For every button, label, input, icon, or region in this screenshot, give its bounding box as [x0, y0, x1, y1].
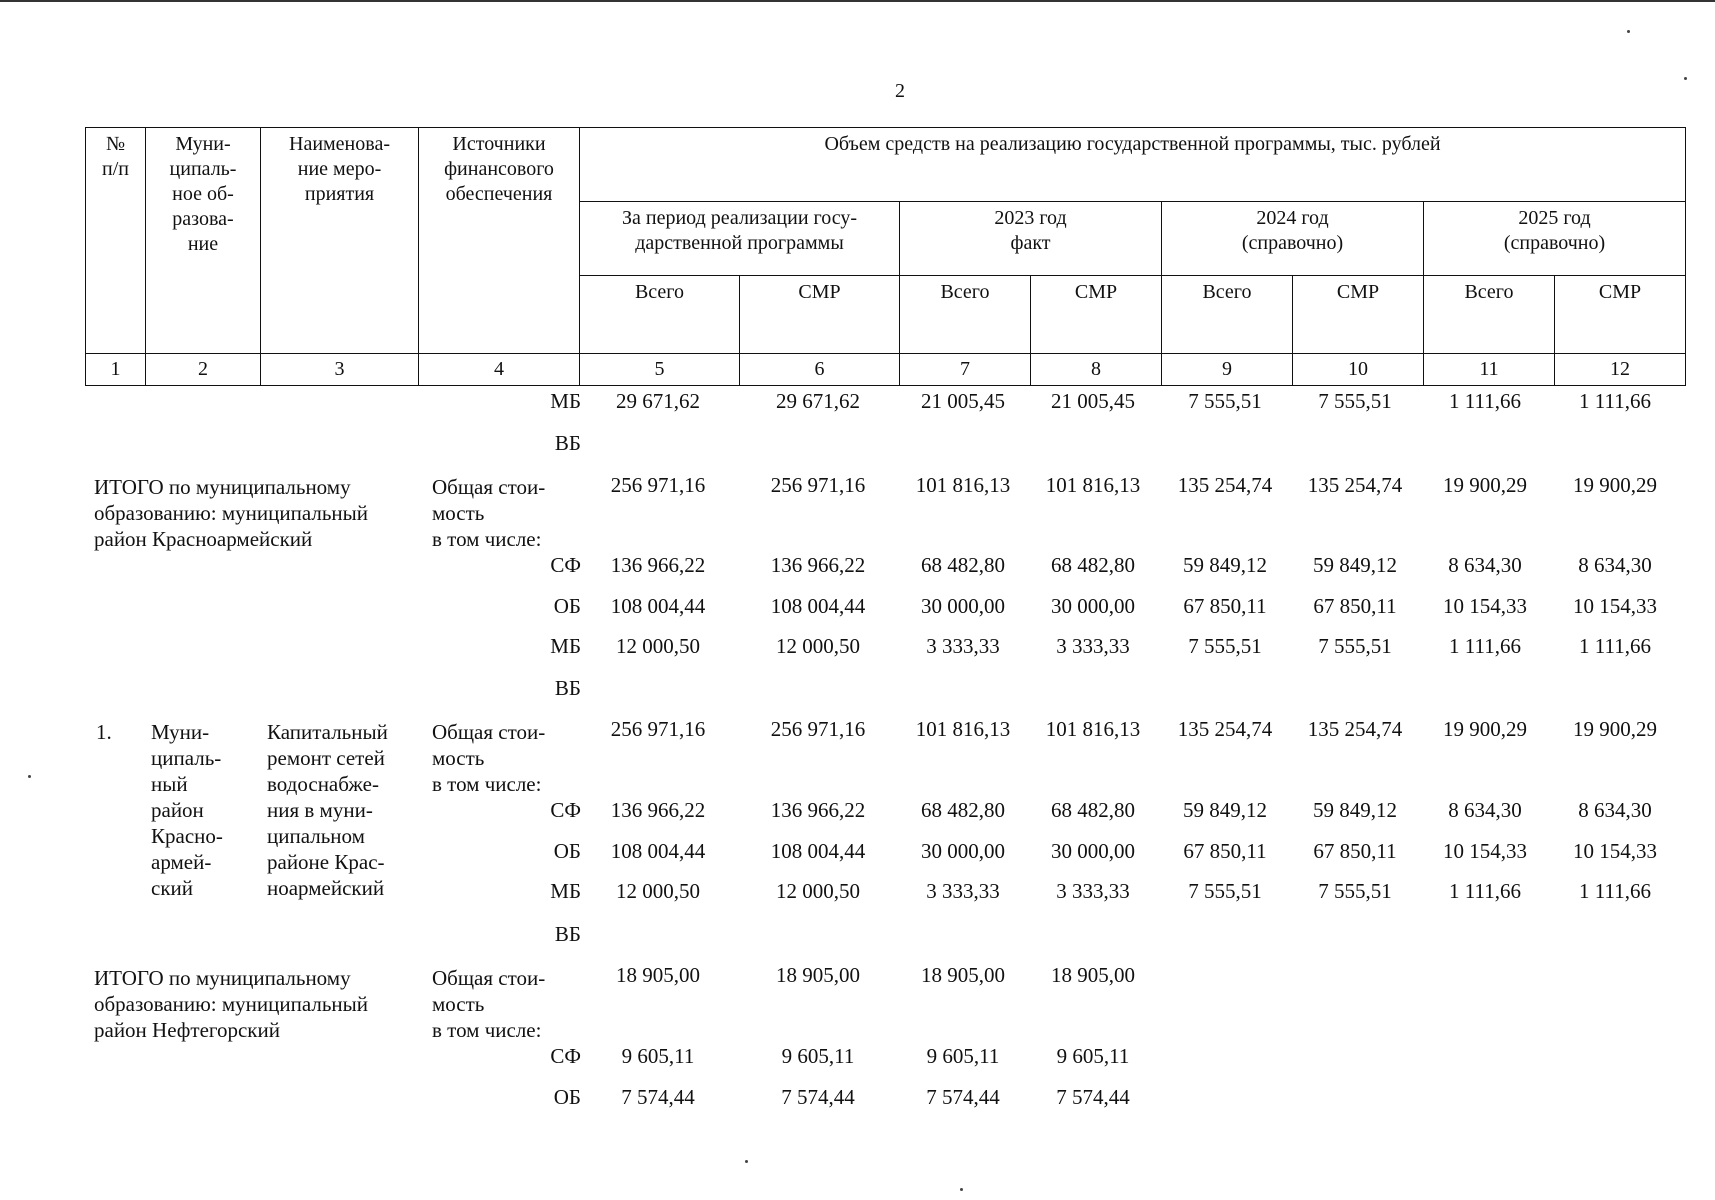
- total-cost-label: Общая стои- мость в том числе:: [432, 966, 546, 1042]
- table-row: [0, 878, 1715, 908]
- value-cell: 1 111,66: [1579, 389, 1651, 413]
- value-cell: 8 634,30: [1448, 798, 1522, 822]
- value-cell: 10 154,33: [1573, 839, 1657, 863]
- table-row: [0, 1084, 1715, 1114]
- value-cell: 18 905,00: [921, 963, 1005, 987]
- value-cell: 7 555,51: [1188, 389, 1262, 413]
- col-number-cell: 6: [740, 354, 900, 386]
- value-cell: 10 154,33: [1443, 594, 1527, 618]
- source-label: МБ: [550, 389, 581, 413]
- value-cell: 12 000,50: [776, 879, 860, 903]
- scan-speck: [1627, 30, 1630, 33]
- source-label: ВБ: [554, 431, 581, 455]
- col-number-cell: 7: [900, 354, 1031, 386]
- table-row: [0, 552, 1715, 582]
- value-cell: 12 000,50: [616, 879, 700, 903]
- header-year-2023: 2023 год факт: [900, 202, 1162, 276]
- value-cell: 135 254,74: [1307, 473, 1403, 497]
- col-number-cell: 10: [1293, 354, 1424, 386]
- value-cell: 135 254,74: [1177, 717, 1273, 741]
- header-period-total: За период реализации госу- дарственной программы: [580, 202, 900, 276]
- item-event-name: Капитальный ремонт сетей водоснабже- ния в муни- ципальном районе Крас- ноармейский: [267, 720, 388, 900]
- value-cell: 30 000,00: [921, 839, 1005, 863]
- value-cell: 3 333,33: [1056, 879, 1130, 903]
- value-cell: 1 111,66: [1449, 634, 1521, 658]
- value-cell: 10 154,33: [1443, 839, 1527, 863]
- value-cell: 30 000,00: [1051, 594, 1135, 618]
- value-cell: 7 555,51: [1318, 634, 1392, 658]
- value-cell: 30 000,00: [1051, 839, 1135, 863]
- table-row: [0, 593, 1715, 623]
- source-label: ВБ: [554, 676, 581, 700]
- table-row: [0, 838, 1715, 868]
- source-label: МБ: [550, 879, 581, 903]
- table-row: [0, 472, 1715, 502]
- value-cell: 136 966,22: [770, 798, 866, 822]
- top-border-line: [0, 0, 1715, 2]
- value-cell: 29 671,62: [616, 389, 700, 413]
- value-cell: 7 555,51: [1318, 879, 1392, 903]
- value-cell: 101 816,13: [1045, 473, 1141, 497]
- header-col-event-name: Наименова- ние меро- приятия: [261, 128, 419, 354]
- source-label: ОБ: [553, 594, 581, 618]
- scan-speck: [1684, 77, 1687, 80]
- value-cell: 68 482,80: [1051, 553, 1135, 577]
- header-sub-total: Всего: [1162, 276, 1293, 354]
- value-cell: 59 849,12: [1183, 798, 1267, 822]
- value-cell: 7 574,44: [926, 1085, 1000, 1109]
- value-cell: 29 671,62: [776, 389, 860, 413]
- header-col-sources: Источники финансового обеспечения: [419, 128, 580, 354]
- itogo-label-neftegorsky: ИТОГО по муниципальному образованию: муниципальный район Нефтегорский: [94, 966, 369, 1042]
- value-cell: 59 849,12: [1313, 553, 1397, 577]
- header-sub-total: Всего: [900, 276, 1031, 354]
- header-sub-total: Всего: [1424, 276, 1555, 354]
- page-number: 2: [895, 80, 905, 102]
- source-label: ОБ: [553, 839, 581, 863]
- value-cell: 10 154,33: [1573, 594, 1657, 618]
- value-cell: 67 850,11: [1183, 839, 1267, 863]
- col-number-cell: 9: [1162, 354, 1293, 386]
- col-number-cell: 5: [580, 354, 740, 386]
- scan-speck: [28, 775, 31, 778]
- itogo-label-krasnoarmeysky: ИТОГО по муниципальному образованию: муниципальный район Красноармейский: [94, 475, 369, 551]
- value-cell: 12 000,50: [616, 634, 700, 658]
- value-cell: 1 111,66: [1449, 389, 1521, 413]
- value-cell: 8 634,30: [1578, 553, 1652, 577]
- value-cell: 3 333,33: [1056, 634, 1130, 658]
- value-cell: 9 605,11: [621, 1044, 695, 1068]
- col-number-cell: 4: [419, 354, 580, 386]
- table-row: [0, 716, 1715, 746]
- value-cell: 256 971,16: [770, 473, 866, 497]
- value-cell: 3 333,33: [926, 879, 1000, 903]
- total-cost-label: Общая стои- мость в том числе:: [432, 475, 546, 551]
- table-row: [0, 1043, 1715, 1073]
- value-cell: 7 555,51: [1188, 634, 1262, 658]
- value-cell: 19 900,29: [1443, 473, 1527, 497]
- value-cell: 21 005,45: [921, 389, 1005, 413]
- value-cell: 1 111,66: [1449, 879, 1521, 903]
- value-cell: 136 966,22: [770, 553, 866, 577]
- value-cell: 30 000,00: [921, 594, 1005, 618]
- value-cell: 18 905,00: [1051, 963, 1135, 987]
- value-cell: 19 900,29: [1573, 717, 1657, 741]
- header-col-municipality: Муни- ципаль- ное об- разова- ние: [146, 128, 261, 354]
- table-row: [0, 962, 1715, 992]
- col-number-cell: 3: [261, 354, 419, 386]
- value-cell: 101 816,13: [1045, 717, 1141, 741]
- value-cell: 135 254,74: [1307, 717, 1403, 741]
- header-volume-title: Объем средств на реализацию государственной программы, тыс. рублей: [580, 128, 1686, 202]
- value-cell: 256 971,16: [610, 473, 706, 497]
- value-cell: 136 966,22: [610, 553, 706, 577]
- header-sub-smr: СМР: [1555, 276, 1686, 354]
- header-sub-smr: СМР: [740, 276, 900, 354]
- value-cell: 19 900,29: [1573, 473, 1657, 497]
- value-cell: 108 004,44: [770, 839, 866, 863]
- source-label: СФ: [550, 798, 581, 822]
- value-cell: 135 254,74: [1177, 473, 1273, 497]
- col-number-cell: 11: [1424, 354, 1555, 386]
- value-cell: 108 004,44: [610, 839, 706, 863]
- header-sub-smr: СМР: [1031, 276, 1162, 354]
- source-label: СФ: [550, 553, 581, 577]
- value-cell: 7 555,51: [1188, 879, 1262, 903]
- value-cell: 256 971,16: [610, 717, 706, 741]
- value-cell: 7 574,44: [781, 1085, 855, 1109]
- value-cell: 12 000,50: [776, 634, 860, 658]
- table-row: [0, 633, 1715, 663]
- table-row: [0, 675, 1715, 705]
- value-cell: 3 333,33: [926, 634, 1000, 658]
- value-cell: 67 850,11: [1313, 839, 1397, 863]
- col-number-cell: 2: [146, 354, 261, 386]
- value-cell: 18 905,00: [616, 963, 700, 987]
- value-cell: 1 111,66: [1579, 634, 1651, 658]
- table-header: [85, 127, 1685, 389]
- scan-speck: [745, 1160, 748, 1163]
- value-cell: 59 849,12: [1313, 798, 1397, 822]
- value-cell: 67 850,11: [1313, 594, 1397, 618]
- value-cell: 1 111,66: [1579, 879, 1651, 903]
- header-year-2025: 2025 год (справочно): [1424, 202, 1686, 276]
- value-cell: 59 849,12: [1183, 553, 1267, 577]
- value-cell: 7 574,44: [1056, 1085, 1130, 1109]
- value-cell: 101 816,13: [915, 717, 1011, 741]
- value-cell: 8 634,30: [1448, 553, 1522, 577]
- header-year-2024: 2024 год (справочно): [1162, 202, 1424, 276]
- item-municipality: Муни- ципаль- ный район Красно- армей- ский: [151, 720, 223, 900]
- total-cost-label: Общая стои- мость в том числе:: [432, 720, 546, 796]
- col-number-cell: 8: [1031, 354, 1162, 386]
- item-number: 1.: [96, 720, 112, 744]
- source-label: ОБ: [553, 1085, 581, 1109]
- value-cell: 8 634,30: [1578, 798, 1652, 822]
- value-cell: 101 816,13: [915, 473, 1011, 497]
- col-number-cell: 12: [1555, 354, 1686, 386]
- table-row: [0, 797, 1715, 827]
- value-cell: 108 004,44: [770, 594, 866, 618]
- source-label: СФ: [550, 1044, 581, 1068]
- value-cell: 21 005,45: [1051, 389, 1135, 413]
- table-row: [0, 921, 1715, 951]
- header-sub-total: Всего: [580, 276, 740, 354]
- value-cell: 68 482,80: [1051, 798, 1135, 822]
- value-cell: 18 905,00: [776, 963, 860, 987]
- value-cell: 67 850,11: [1183, 594, 1267, 618]
- scan-speck: [960, 1188, 963, 1191]
- value-cell: 256 971,16: [770, 717, 866, 741]
- value-cell: 7 555,51: [1318, 389, 1392, 413]
- value-cell: 19 900,29: [1443, 717, 1527, 741]
- value-cell: 9 605,11: [781, 1044, 855, 1068]
- header-col-number: № п/п: [86, 128, 146, 354]
- source-label: ВБ: [554, 922, 581, 946]
- header-sub-smr: СМР: [1293, 276, 1424, 354]
- source-label: МБ: [550, 634, 581, 658]
- value-cell: 9 605,11: [926, 1044, 1000, 1068]
- value-cell: 136 966,22: [610, 798, 706, 822]
- value-cell: 68 482,80: [921, 798, 1005, 822]
- value-cell: 9 605,11: [1056, 1044, 1130, 1068]
- value-cell: 68 482,80: [921, 553, 1005, 577]
- table-row: [0, 388, 1715, 418]
- value-cell: 108 004,44: [610, 594, 706, 618]
- value-cell: 7 574,44: [621, 1085, 695, 1109]
- col-number-cell: 1: [86, 354, 146, 386]
- table-row: [0, 430, 1715, 460]
